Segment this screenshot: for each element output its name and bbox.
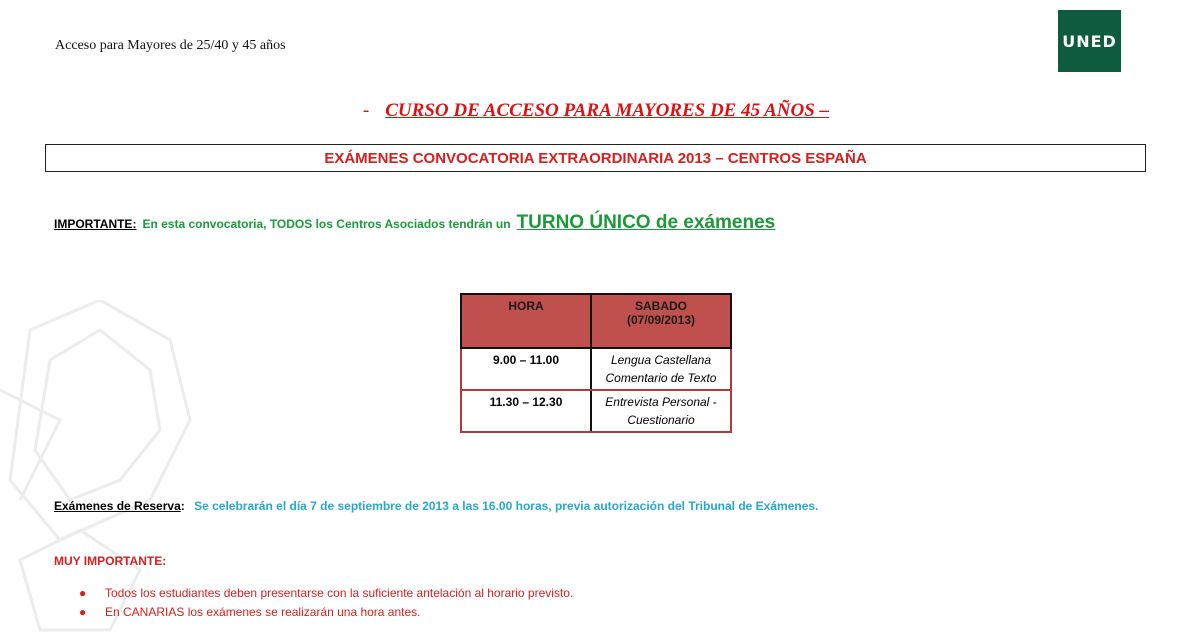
row-subject: Lengua Castellana Comentario de Texto bbox=[591, 348, 731, 390]
important-emphasis: TURNO ÚNICO de exámenes bbox=[516, 212, 776, 233]
important-label: IMPORTANTE: bbox=[54, 217, 137, 231]
list-item bbox=[54, 603, 573, 622]
reserve-notice bbox=[54, 499, 818, 513]
header-hora-text: HORA bbox=[508, 299, 544, 313]
header-subtitle: Acceso para Mayores de 25/40 y 45 años bbox=[55, 38, 286, 53]
row-time: 9.00 – 11.00 bbox=[461, 348, 591, 390]
reserve-label: Exámenes de Reserva bbox=[54, 499, 181, 513]
table-row bbox=[461, 348, 731, 390]
row-time: 11.30 – 12.30 bbox=[461, 390, 591, 432]
important-notice bbox=[54, 212, 775, 234]
bullet-icon: ● bbox=[79, 605, 87, 619]
course-title bbox=[0, 100, 1192, 122]
schedule-table bbox=[460, 293, 732, 433]
exam-heading: EXÁMENES CONVOCATORIA EXTRAORDINARIA 2013 – CENTROS ESPAÑA bbox=[324, 149, 867, 167]
exam-heading-box bbox=[45, 144, 1146, 172]
note-text: En CANARIAS los exámenes se realizarán una hora antes. bbox=[105, 605, 421, 619]
header-hora bbox=[461, 294, 591, 348]
header-sabado-line1: SABADO bbox=[634, 299, 687, 313]
header-sabado-line2: (07/09/2013) bbox=[626, 313, 696, 327]
header-sabado bbox=[591, 294, 731, 348]
logo-text: UNED bbox=[1062, 31, 1117, 51]
reserve-message: Se celebrarán el día 7 de septiembre de 2013 a las 16.00 horas, previa autorización del Tribunal de Exámenes. bbox=[194, 499, 819, 513]
schedule-header-row bbox=[461, 294, 731, 348]
uned-logo bbox=[1058, 10, 1121, 72]
table-row bbox=[461, 390, 731, 432]
bullet-icon: ● bbox=[79, 586, 87, 600]
notes-list bbox=[54, 584, 573, 622]
note-text: Todos los estudiantes deben presentarse con la suficiente antelación al horario previsto. bbox=[105, 586, 574, 600]
list-item bbox=[54, 584, 573, 603]
course-title-text: CURSO DE ACCESO PARA MAYORES DE 45 AÑOS – bbox=[385, 100, 830, 121]
row-subject: Entrevista Personal - Cuestionario bbox=[591, 390, 731, 432]
muy-importante-heading: MUY IMPORTANTE: bbox=[54, 554, 167, 568]
reserve-colon: : bbox=[180, 499, 185, 513]
course-title-dash: - bbox=[362, 100, 370, 121]
important-message: En esta convocatoria, TODOS los Centros Asociados tendrán un bbox=[142, 217, 511, 231]
